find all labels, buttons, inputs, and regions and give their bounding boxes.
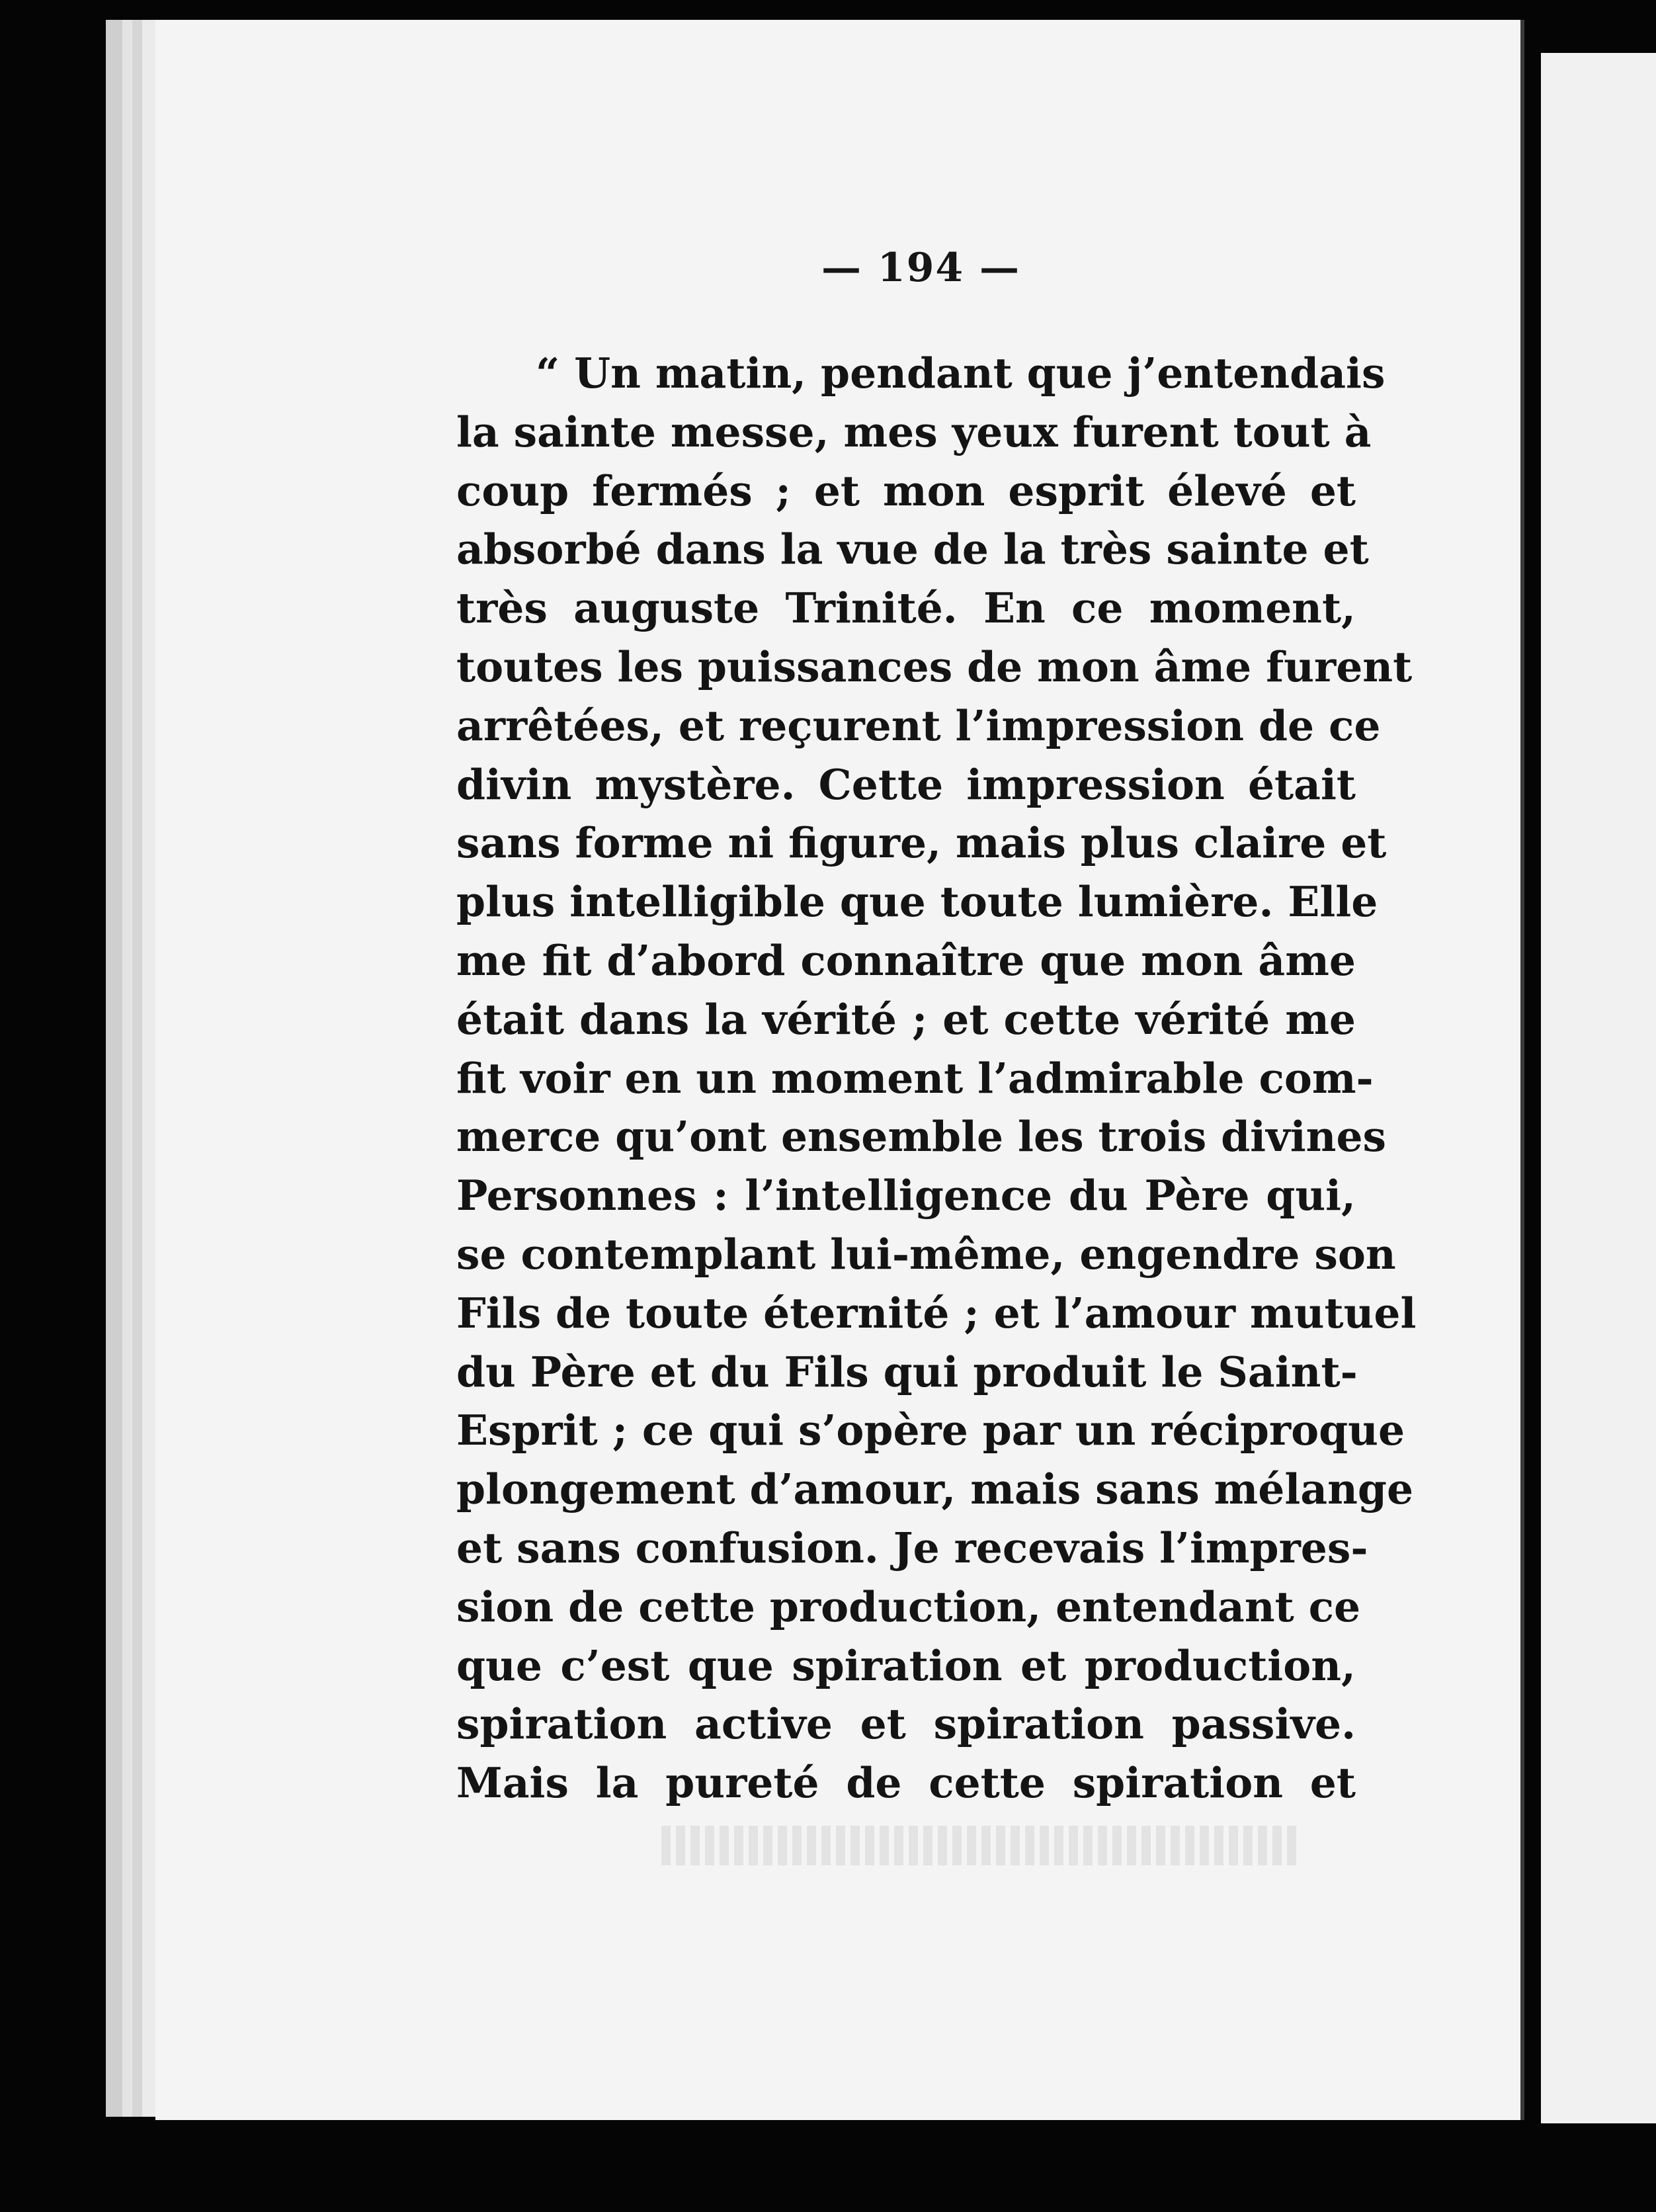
text-line: merce qu’ont ensemble les trois divines <box>456 1112 1386 1162</box>
text-line: coup fermés ; et mon esprit élevé et <box>456 466 1356 515</box>
text-line: la sainte messe, mes yeux furent tout à <box>456 407 1372 456</box>
text-line: plus intelligible que toute lumière. Elle <box>456 877 1378 927</box>
body-text <box>456 344 1417 1812</box>
text-line: me fit d’abord connaître que mon âme <box>456 935 1356 985</box>
text-line: que c’est que spiration et production, <box>456 1640 1356 1690</box>
text-line: divin mystère. Cette impression était <box>456 759 1356 809</box>
text-line: était dans la vérité ; et cette vérité me <box>456 994 1356 1044</box>
text-line: et sans confusion. Je recevais l’impres- <box>456 1523 1368 1572</box>
text-line: “ Un matin, pendant que j’entendais <box>536 349 1386 398</box>
text-line: plongement d’amour, mais sans mélange <box>456 1465 1414 1514</box>
text-line: sion de cette production, entendant ce <box>456 1582 1361 1631</box>
text-line: Personnes : l’intelligence du Père qui, <box>456 1171 1356 1220</box>
text-line: absorbé dans la vue de la très sainte et <box>456 525 1369 574</box>
text-line: toutes les puissances de mon âme furent <box>456 642 1413 691</box>
text-line: Esprit ; ce qui s’opère par un réciproque <box>456 1406 1405 1455</box>
text-line: du Père et du Fils qui produit le Saint- <box>456 1347 1358 1396</box>
text-line: arrêtées, et reçurent l’impression de ce <box>456 701 1381 750</box>
text-line: Fils de toute éternité ; et l’amour mutuel <box>456 1288 1417 1338</box>
bleed-through-shadow <box>661 1826 1296 1865</box>
page-number: — 194 — <box>821 245 1021 291</box>
text-line: spiration active et spiration passive. <box>456 1699 1356 1749</box>
text-line: se contemplant lui-même, engendre son <box>456 1229 1396 1279</box>
facing-page-edge <box>1541 53 1656 2123</box>
text-line: très auguste Trinité. En ce moment, <box>456 583 1356 633</box>
text-line: Mais la pureté de cette spiration et <box>456 1758 1356 1808</box>
text-line: fit voir en un moment l’admirable com- <box>456 1053 1374 1103</box>
text-line: sans forme ni figure, mais plus claire et <box>456 818 1387 868</box>
